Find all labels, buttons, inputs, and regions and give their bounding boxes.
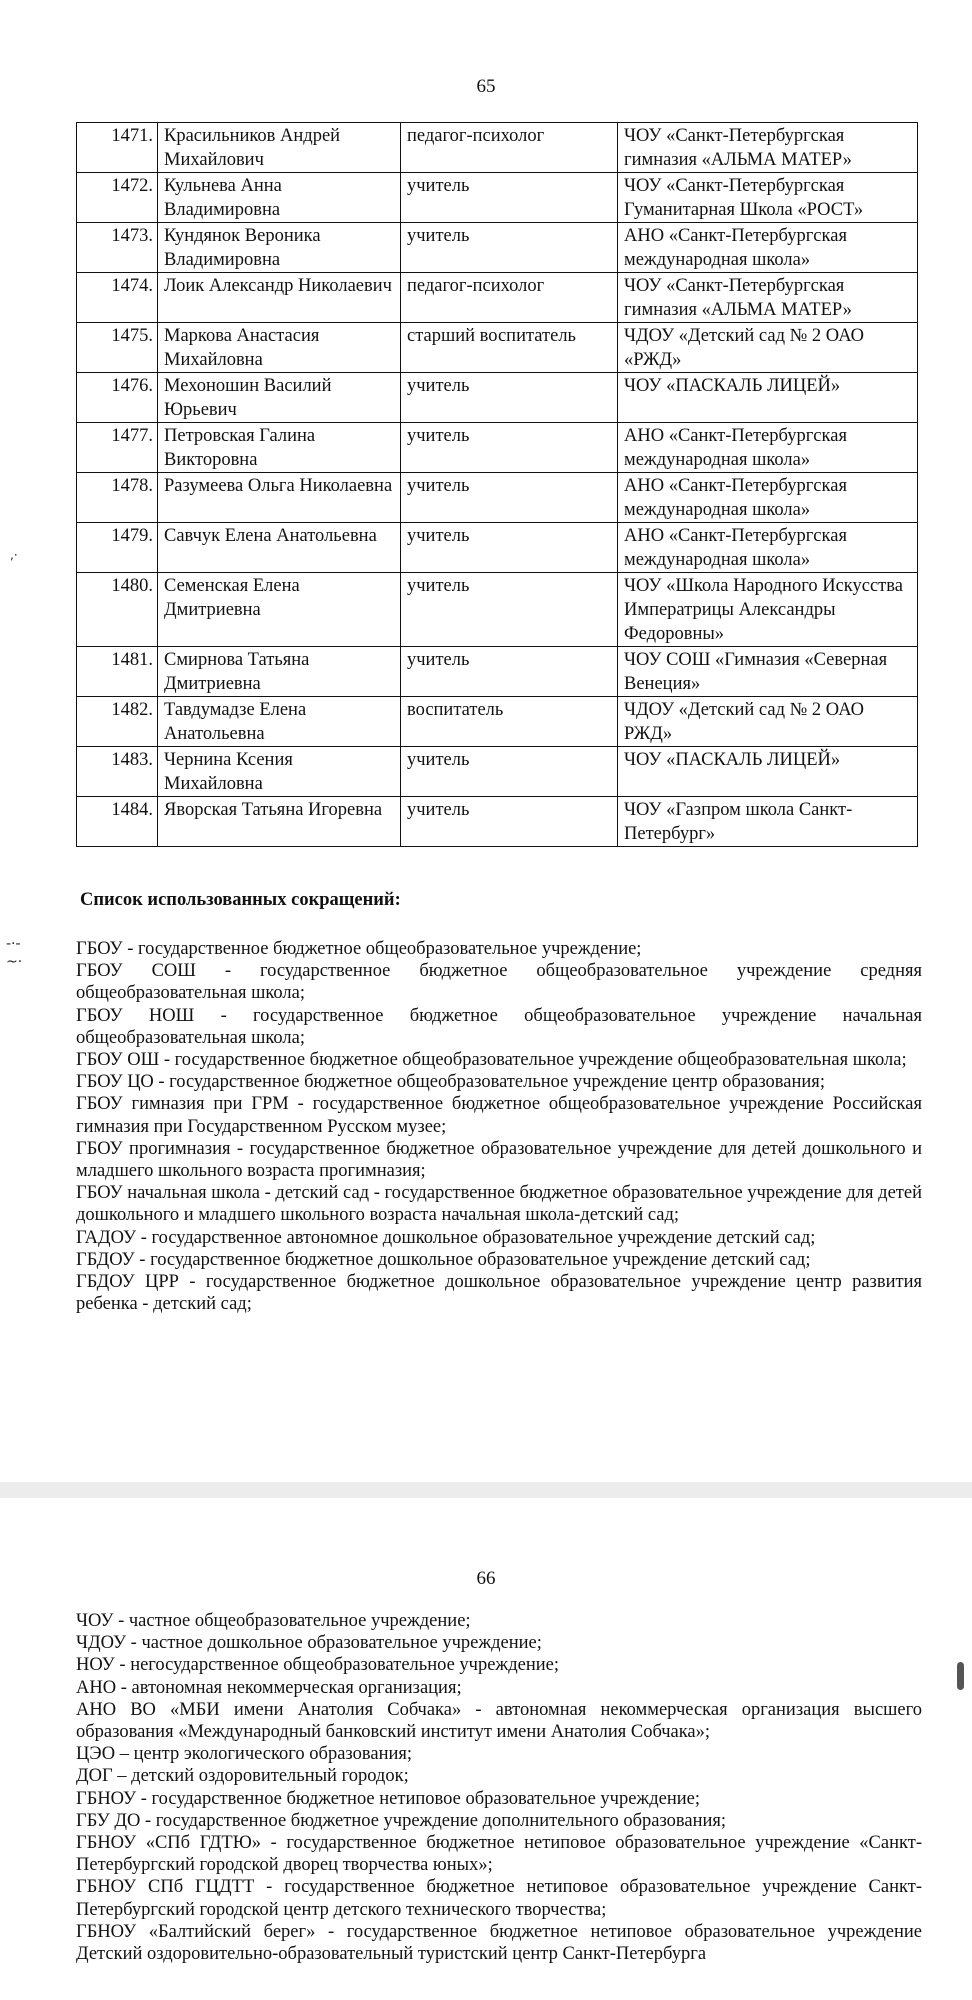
abbreviation-entry: ГБОУ ОШ - государственное бюджетное общеобразовательное учреждение общеобразовательная школа; bbox=[76, 1050, 907, 1071]
organization: ЧОУ «Санкт-Петербургская Гуманитарная Школа «РОСТ» bbox=[618, 173, 918, 223]
employee-position: учитель bbox=[401, 747, 618, 797]
employee-name: Разумеева Ольга Николаевна bbox=[158, 473, 401, 523]
employee-position: педагог-психолог bbox=[401, 273, 618, 323]
row-number: 1481. bbox=[77, 647, 158, 697]
employee-name: Тавдумадзе Елена Анатольевна bbox=[158, 697, 401, 747]
organization: ЧОУ «Газпром школа Санкт-Петербург» bbox=[618, 797, 918, 847]
row-number: 1476. bbox=[77, 373, 158, 423]
row-number: 1480. bbox=[77, 573, 158, 647]
table-row bbox=[77, 223, 918, 273]
organization: ЧОУ «ПАСКАЛЬ ЛИЦЕЙ» bbox=[618, 747, 918, 797]
organization: АНО «Санкт-Петербургская международная школа» bbox=[618, 523, 918, 573]
abbreviation-entry: ГБОУ СОШ - государственное бюджетное общеобразовательное учреждение средняя общеобразовательная школа; bbox=[76, 961, 922, 1004]
employee-position: учитель bbox=[401, 647, 618, 697]
abbreviation-entry: ГБУ ДО - государственное бюджетное учреждение дополнительного образования; bbox=[76, 1810, 727, 1831]
organization: ЧДОУ «Детский сад № 2 ОАО «РЖД» bbox=[618, 323, 918, 373]
abbreviation-entry: ГБОУ прогимназия - государственное бюджетное образовательное учреждение для детей дошкольного и младшего школьного возраста прогимназия; bbox=[76, 1138, 922, 1182]
employee-name: Кульнева Анна Владимировна bbox=[158, 173, 401, 223]
organization: ЧОУ «Санкт-Петербургская гимназия «АЛЬМА МАТЕР» bbox=[618, 273, 918, 323]
employee-position: учитель bbox=[401, 797, 618, 847]
table-row bbox=[77, 697, 918, 747]
scrollbar-thumb[interactable] bbox=[957, 1662, 964, 1690]
row-number: 1483. bbox=[77, 747, 158, 797]
employee-name: Чернина Ксения Михайловна bbox=[158, 747, 401, 797]
organization: ЧДОУ «Детский сад № 2 ОАО РЖД» bbox=[618, 697, 918, 747]
registry-table bbox=[76, 122, 918, 847]
employee-name: Маркова Анастасия Михайловна bbox=[158, 323, 401, 373]
table-row bbox=[77, 573, 918, 647]
row-number: 1484. bbox=[77, 797, 158, 847]
abbreviation-entry: НОУ - негосударственное общеобразовательное учреждение; bbox=[76, 1655, 559, 1676]
employee-position: учитель bbox=[401, 373, 618, 423]
abbreviation-entry: ГБДОУ ЦРР - государственное бюджетное дошкольное образовательное учреждение центр развития ребенка - детский сад; bbox=[76, 1272, 922, 1315]
organization: ЧОУ «Санкт-Петербургская гимназия «АЛЬМА МАТЕР» bbox=[618, 123, 918, 173]
row-number: 1472. bbox=[77, 173, 158, 223]
row-number: 1479. bbox=[77, 523, 158, 573]
margin-mark: ~· bbox=[6, 954, 23, 970]
row-number: 1478. bbox=[77, 473, 158, 523]
employee-name: Петровская Галина Викторовна bbox=[158, 423, 401, 473]
employee-name: Мехоношин Василий Юрьевич bbox=[158, 373, 401, 423]
employee-position: учитель bbox=[401, 423, 618, 473]
abbreviation-entry: ДОГ – детский оздоровительный городок; bbox=[76, 1766, 409, 1787]
organization: АНО «Санкт-Петербургская международная школа» bbox=[618, 223, 918, 273]
abbreviation-entry: ГБОУ ЦО - государственное бюджетное общеобразовательное учреждение центр образования; bbox=[76, 1072, 825, 1093]
margin-mark: ,· bbox=[10, 548, 18, 562]
abbreviation-entry: ГБОУ - государственное бюджетное общеобразовательное учреждение; bbox=[76, 939, 642, 959]
table-row bbox=[77, 273, 918, 323]
table-row bbox=[77, 173, 918, 223]
organization: ЧОУ СОШ «Гимназия «Северная Венеция» bbox=[618, 647, 918, 697]
abbreviations-list bbox=[76, 1610, 922, 1965]
employee-name: Семенская Елена Дмитриевна bbox=[158, 573, 401, 647]
table-row bbox=[77, 747, 918, 797]
organization: ЧОУ «Школа Народного Искусства Императрицы Александры Федоровны» bbox=[618, 573, 918, 647]
employee-position: учитель bbox=[401, 573, 618, 647]
table-row bbox=[77, 473, 918, 523]
abbreviation-entry: ГБНОУ - государственное бюджетное нетиповое образовательное учреждение; bbox=[76, 1788, 700, 1809]
organization: ЧОУ «ПАСКАЛЬ ЛИЦЕЙ» bbox=[618, 373, 918, 423]
row-number: 1482. bbox=[77, 697, 158, 747]
page-number: 65 bbox=[476, 76, 496, 97]
table-row bbox=[77, 523, 918, 573]
employee-position: старший воспитатель bbox=[401, 323, 618, 373]
table-row bbox=[77, 647, 918, 697]
row-number: 1474. bbox=[77, 273, 158, 323]
employee-name: Лоик Александр Николаевич bbox=[158, 273, 401, 323]
abbreviation-entry: ЧДОУ - частное дошкольное образовательное учреждение; bbox=[76, 1633, 542, 1654]
organization: АНО «Санкт-Петербургская международная школа» bbox=[618, 423, 918, 473]
employee-name: Савчук Елена Анатольевна bbox=[158, 523, 401, 573]
abbreviation-entry: ГБОУ начальная школа - детский сад - государственное бюджетное образовательное учреждение для детей дошкольного и младшего школьного возраста начальная школа-детский сад; bbox=[76, 1183, 922, 1226]
table-row bbox=[77, 123, 918, 173]
row-number: 1477. bbox=[77, 423, 158, 473]
abbreviation-entry: ГБОУ гимназия при ГРМ - государственное бюджетное общеобразовательное учреждение Российская гимназия при Государственном Русском музее; bbox=[76, 1094, 922, 1137]
employee-position: педагог-психолог bbox=[401, 123, 618, 173]
document-page-66 bbox=[0, 1498, 972, 2000]
abbreviation-entry: ГБОУ НОШ - государственное бюджетное общеобразовательное учреждение начальная общеобразовательная школа; bbox=[76, 1005, 922, 1048]
abbreviation-entry: АНО - автономная некоммерческая организация; bbox=[76, 1677, 462, 1698]
organization: АНО «Санкт-Петербургская международная школа» bbox=[618, 473, 918, 523]
abbreviation-entry: ЦЭО – центр экологического образования; bbox=[76, 1744, 413, 1765]
abbreviation-entry: ГБДОУ - государственное бюджетное дошкольное образовательное учреждение детский сад; bbox=[76, 1249, 811, 1270]
employee-position: воспитатель bbox=[401, 697, 618, 747]
table-row bbox=[77, 373, 918, 423]
employee-name: Кундянок Вероника Владимировна bbox=[158, 223, 401, 273]
abbreviations-list bbox=[76, 938, 922, 1315]
table-row bbox=[77, 423, 918, 473]
abbreviation-entry: ГБНОУ «СПб ГДТЮ» - государственное бюджетное нетиповое образовательное учреждение «Санкт-Петербургский городской дворец творчества юных»; bbox=[76, 1833, 922, 1876]
row-number: 1471. bbox=[77, 123, 158, 173]
employee-name: Смирнова Татьяна Дмитриевна bbox=[158, 647, 401, 697]
table-row bbox=[77, 797, 918, 847]
table-row bbox=[77, 323, 918, 373]
employee-position: учитель bbox=[401, 473, 618, 523]
employee-position: учитель bbox=[401, 523, 618, 573]
abbreviation-entry: ГАДОУ - государственное автономное дошкольное образовательное учреждение детский сад; bbox=[76, 1227, 816, 1248]
employee-position: учитель bbox=[401, 173, 618, 223]
abbreviation-entry: ГБНОУ «Балтийский берег» - государственное бюджетное нетиповое образовательное учреждение Детский оздоровительно-образовательный туристский центр Санкт-Петербурга bbox=[76, 1921, 922, 1965]
margin-mark: -·- bbox=[6, 936, 21, 952]
abbreviations-heading: Список использованных сокращений: bbox=[80, 890, 401, 910]
row-number: 1475. bbox=[77, 323, 158, 373]
row-number: 1473. bbox=[77, 223, 158, 273]
abbreviation-entry: ГБНОУ СПб ГЦДТТ - государственное бюджетное нетиповое образовательное учреждение Санкт-Петербургский городской центр детского технического творчества; bbox=[76, 1877, 922, 1920]
page-number: 66 bbox=[476, 1568, 496, 1589]
employee-name: Яворская Татьяна Игоревна bbox=[158, 797, 401, 847]
employee-position: учитель bbox=[401, 223, 618, 273]
employee-name: Красильников Андрей Михайлович bbox=[158, 123, 401, 173]
abbreviation-entry: АНО ВО «МБИ имени Анатолия Собчака» - автономная некоммерческая организация высшего образования «Международный банковский институт имени Анатолия Собчака»; bbox=[76, 1699, 922, 1743]
abbreviation-entry: ЧОУ - частное общеобразовательное учреждение; bbox=[76, 1611, 471, 1631]
